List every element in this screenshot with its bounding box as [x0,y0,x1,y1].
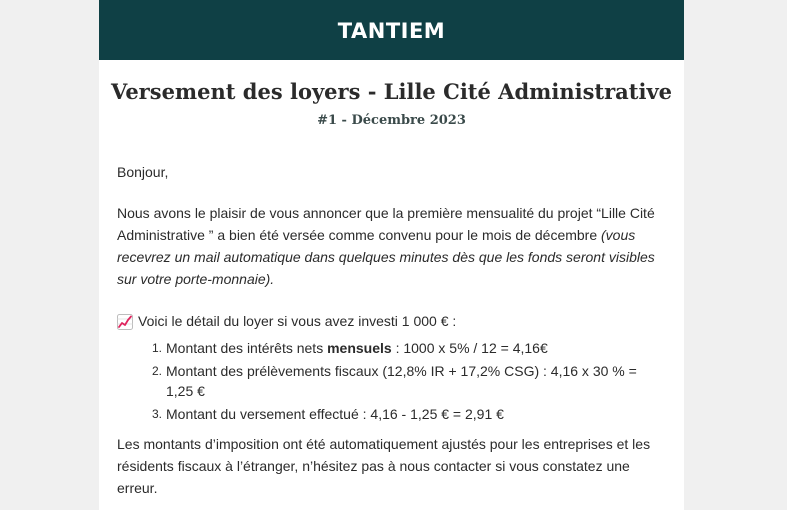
list-item [152,404,666,424]
brand-logo[interactable]: TANTIEM [337,19,446,43]
detail-text: Voici le détail du loyer si vous avez investi 1 000 € : [138,313,457,329]
header-banner [99,0,684,60]
closing-paragraph: Les montants d’imposition ont été automatiquement ajustés pour les entreprises et les résidents fiscaux à l’étranger, n’hésitez pas à nous contacter si vous constatez une erreur. [117,436,651,496]
greeting: Bonjour, [117,164,169,180]
detail-heading [117,310,666,332]
list-item-text: Montant du versement effectué : 4,16 - 1,25 € = 2,91 € [166,406,504,422]
list-item-number: 2. [152,364,163,378]
list-item [152,361,666,401]
calculation-list [117,338,666,424]
list-item-number: 3. [152,407,163,421]
email-subtitle: #1 - Décembre 2023 [317,113,466,128]
chart-increasing-icon [117,314,133,330]
email-body [99,0,684,510]
email-title: Versement des loyers - Lille Cité Administrative [110,79,673,104]
list-item-number: 1. [152,341,163,355]
list-item-text: Montant des prélèvements fiscaux (12,8% IR + 17,2% CSG) : 4,16 x 30 % = 1,25 € [166,363,637,399]
list-item [152,338,666,358]
intro-note: (vous recevrez un mail automatique dans quelques minutes dès que les fonds seront visibles sur votre porte-monnaie). [117,227,655,287]
list-item-text-bold: mensuels [327,340,392,356]
list-item-text-start: Montant des intérêts nets [166,340,328,356]
list-item-text [166,338,548,358]
message-content [99,161,684,499]
intro-paragraph [117,202,666,290]
list-item-text-end: : 1000 x 5% / 12 = 4,16€ [391,340,548,356]
intro-text: Nous avons le plaisir de vous annoncer que la première mensualité du projet “Lille Cité Administrative ” a bien été versée comme convenu pour le mois de décembre [117,205,655,243]
